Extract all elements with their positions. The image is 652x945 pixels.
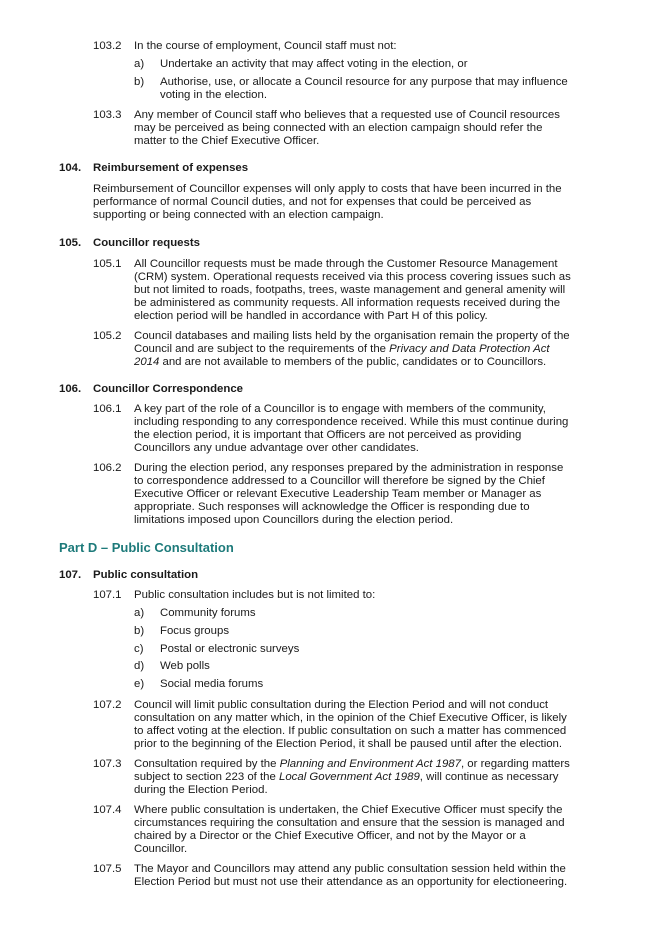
list-item-text: Postal or electronic surveys xyxy=(160,643,300,655)
clause-text: (CRM) system. Operational requests received via this process covering issues such as xyxy=(134,271,571,283)
act-title: Privacy and Data Protection Act xyxy=(389,343,550,355)
list-item-text: Focus groups xyxy=(160,625,230,637)
section-number: 104. xyxy=(59,162,82,174)
clause-text: but not limited to roads, footpaths, trees, waste management and general amenity will xyxy=(134,284,566,296)
clause-text: Councillors any undue advantage over other candidates. xyxy=(134,442,419,454)
list-letter: d) xyxy=(134,660,145,672)
clause-number: 103.3 xyxy=(93,109,122,121)
list-item-text: Community forums xyxy=(160,607,256,619)
clause-number: 107.3 xyxy=(93,758,122,770)
clause-text: During the election period, any responses prepared by the administration in response xyxy=(134,462,564,474)
clause-number: 107.4 xyxy=(93,804,122,816)
clause-number: 105.2 xyxy=(93,330,122,342)
act-title: 2014 xyxy=(134,356,160,368)
clause-text: consultation on any matter which, in the opinion of the Chief Executive Officer, is likely xyxy=(134,712,567,724)
list-item-text: Undertake an activity that may affect voting in the election, or xyxy=(160,58,468,70)
section-text: performance of normal Council duties, and not for expenses that could be perceived as xyxy=(93,196,532,208)
clause-text-run: Council and are subject to the requirements of the xyxy=(134,343,390,355)
clause-text: Councillor. xyxy=(134,843,188,855)
clause-text: All Councillor requests must be made through the Customer Resource Management xyxy=(134,258,558,270)
clause-number: 107.2 xyxy=(93,699,122,711)
clause-number: 106.2 xyxy=(93,462,122,474)
list-item-text: Authorise, use, or allocate a Council resource for any purpose that may influence xyxy=(160,76,568,88)
section-text: supporting or being connected with an election campaign. xyxy=(93,209,384,221)
section-number: 105. xyxy=(59,237,82,249)
act-title: Local Government Act 1989 xyxy=(279,771,420,783)
list-letter: b) xyxy=(134,76,145,88)
clause-text: circumstances requiring the consultation and ensure that the session is managed and xyxy=(134,817,565,829)
clause-text-run: and are not available to members of the public, candidates or to Councillors. xyxy=(159,356,547,368)
clause-text: to correspondence addressed to a Councillor will therefore be signed by the Chief xyxy=(134,475,545,487)
clause-text: be administered as community requests. All information requests received during the xyxy=(134,297,561,309)
clause-text: the election period, it is important that Officers are not perceived as providing xyxy=(134,429,522,441)
clause-text: during the Election Period. xyxy=(134,784,268,796)
section-heading: Councillor requests xyxy=(93,237,200,249)
clause-text: to affect voting at the election. If public consultation on such a matter has commenced xyxy=(134,725,567,737)
list-letter: b) xyxy=(134,625,145,637)
clause-text: may be perceived as being connected with an election campaign should refer the xyxy=(134,122,543,134)
clause-text: limitations imposed upon Councillors during the election period. xyxy=(134,514,454,526)
clause-text-run: , will continue as necessary xyxy=(419,771,559,783)
section-heading: Councillor Correspondence xyxy=(93,383,243,395)
clause-text: matter to the Chief Executive Officer. xyxy=(134,135,320,147)
clause-text-run: subject to section 223 of the xyxy=(134,771,280,783)
clause-text xyxy=(134,356,546,369)
list-item-text: voting in the election. xyxy=(160,89,268,101)
clause-text: The Mayor and Councillors may attend any public consultation session held within the xyxy=(134,863,566,875)
clause-text: A key part of the role of a Councillor is to engage with members of the community, xyxy=(134,403,546,415)
clause-text: prior to the beginning of the Election Period, it shall be paused until after the election. xyxy=(134,738,563,750)
clause-text: Council will limit public consultation during the Election Period and will not conduct xyxy=(134,699,549,711)
clause-number: 107.5 xyxy=(93,863,122,875)
clause-text: chaired by a Director or the Chief Executive Officer, and not by the Mayor or a xyxy=(134,830,526,842)
clause-number: 105.1 xyxy=(93,258,122,270)
clause-text: Where public consultation is undertaken, the Chief Executive Officer must specify the xyxy=(134,804,563,816)
clause-text-run: , or regarding matters xyxy=(460,758,570,770)
clause-text-run: Consultation required by the xyxy=(134,758,280,770)
clause-text: Any member of Council staff who believes that a requested use of Council resources xyxy=(134,109,560,121)
clause-number: 103.2 xyxy=(93,40,122,52)
list-letter: a) xyxy=(134,58,145,70)
clause-text: In the course of employment, Council staff must not: xyxy=(134,40,397,52)
list-item-text: Social media forums xyxy=(160,678,264,690)
section-heading: Public consultation xyxy=(93,569,199,581)
list-item-text: Web polls xyxy=(160,660,210,672)
clause-text: election period will be handled in accordance with Part H of this policy. xyxy=(134,310,488,322)
clause-number: 106.1 xyxy=(93,403,122,415)
clause-text: including responding to any correspondence received. While this must continue during xyxy=(134,416,569,428)
clause-text: Executive Officer or relevant Executive Leadership Team member or Manager as xyxy=(134,488,542,500)
act-title: Planning and Environment Act 1987 xyxy=(279,758,461,770)
list-letter: e) xyxy=(134,678,145,690)
clause-text: appropriate. Such responses will acknowledge the Officer is responding due to xyxy=(134,501,530,513)
part-heading: Part D – Public Consultation xyxy=(59,540,234,555)
list-letter: a) xyxy=(134,607,145,619)
clause-text: Council databases and mailing lists held by the organisation remain the property of the xyxy=(134,330,570,342)
clause-number: 107.1 xyxy=(93,589,122,601)
clause-text xyxy=(134,758,570,771)
clause-text: Public consultation includes but is not limited to: xyxy=(134,589,376,601)
section-number: 106. xyxy=(59,383,82,395)
clause-text xyxy=(134,343,550,356)
clause-text xyxy=(134,771,558,784)
section-number: 107. xyxy=(59,569,82,581)
section-heading: Reimbursement of expenses xyxy=(93,162,249,174)
clause-text: Election Period but must not use their attendance as an opportunity for electioneering. xyxy=(134,876,568,888)
list-letter: c) xyxy=(134,643,144,655)
section-text: Reimbursement of Councillor expenses will only apply to costs that have been incurred in the xyxy=(93,183,562,195)
